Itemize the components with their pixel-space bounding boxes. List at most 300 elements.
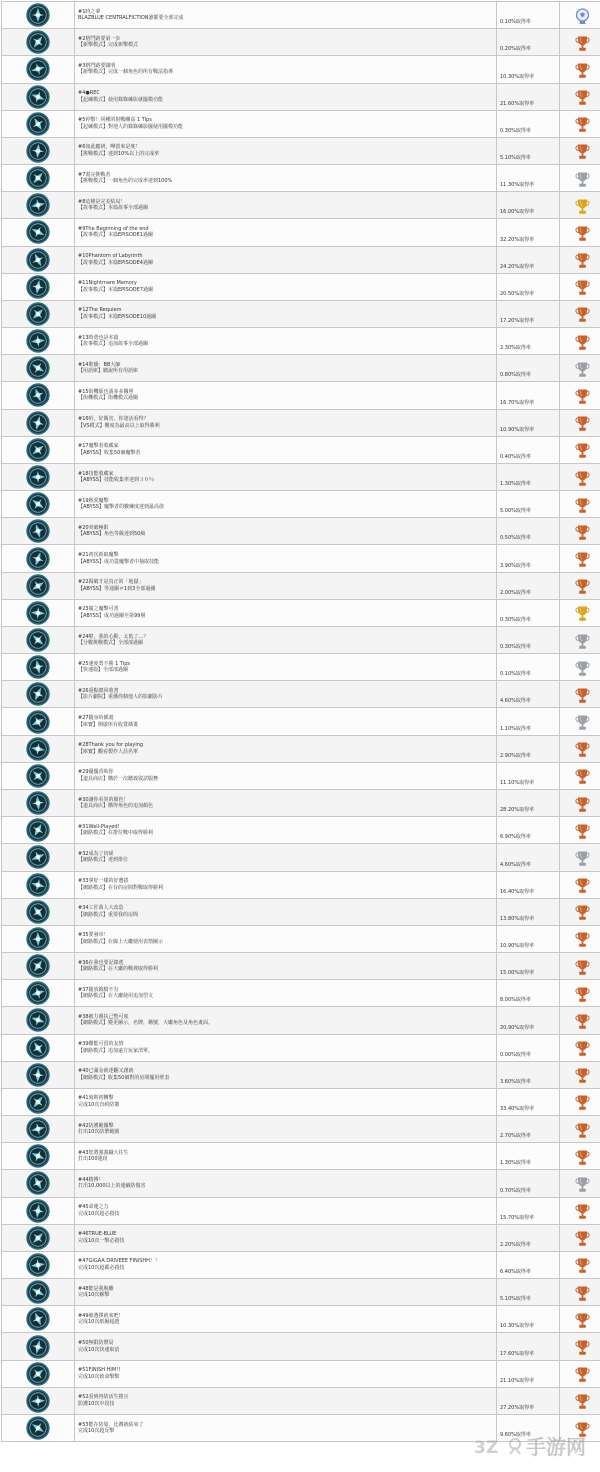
trophy-emblem-icon xyxy=(26,682,50,706)
trophy-row xyxy=(2,817,600,844)
bronze-trophy-icon xyxy=(575,442,590,459)
trophy-grade-cell xyxy=(560,708,600,735)
trophy-rate: 10.90%取得率 xyxy=(500,426,535,433)
trophy-description-cell xyxy=(75,1387,497,1414)
trophy-grade-cell xyxy=(560,165,600,192)
trophy-icon-cell xyxy=(2,1333,75,1360)
trophy-rate-cell xyxy=(497,925,560,952)
trophy-description-cell xyxy=(75,110,497,137)
trophy-rate-cell xyxy=(497,1306,560,1333)
trophy-rate-cell xyxy=(497,300,560,327)
trophy-icon-cell xyxy=(2,56,75,83)
trophy-description-cell xyxy=(75,654,497,681)
bronze-trophy-icon xyxy=(575,1094,590,1111)
trophy-rate: 4.60%取得率 xyxy=(500,861,531,868)
watermark-text: 手游网 xyxy=(526,1435,586,1459)
trophy-grade-cell xyxy=(560,1088,600,1115)
trophy-row xyxy=(2,1251,600,1278)
trophy-description-cell xyxy=(75,273,497,300)
trophy-rate-cell xyxy=(497,1333,560,1360)
trophy-rate-cell xyxy=(497,599,560,626)
trophy-rate: 24.20%取得率 xyxy=(500,263,535,270)
trophy-rate-cell xyxy=(497,1387,560,1414)
trophy-title: #48能是我脫離 xyxy=(78,1285,114,1292)
bronze-trophy-icon xyxy=(575,823,590,840)
trophy-rate: 0.50%取得率 xyxy=(500,535,531,542)
trophy-rate-cell xyxy=(497,246,560,273)
trophy-rate: 0.10%取得率 xyxy=(500,19,531,26)
trophy-row xyxy=(2,110,600,137)
trophy-description-cell xyxy=(75,898,497,925)
trophy-rate: 10.30%取得率 xyxy=(500,73,535,80)
trophy-rate: 17.20%取得率 xyxy=(500,318,535,325)
trophy-condition: 【道具商店】購於一次聽義敘試服務 xyxy=(78,775,159,782)
trophy-grade-cell xyxy=(560,491,600,518)
trophy-condition: 【網路模式】在排位戰中取得勝利 xyxy=(78,830,154,837)
bronze-trophy-icon xyxy=(575,796,590,813)
trophy-description-cell xyxy=(75,626,497,653)
trophy-title: #23廣之魔擊可善 xyxy=(78,606,119,613)
trophy-row xyxy=(2,925,600,952)
trophy-rate: 0.30%取得率 xyxy=(500,127,531,134)
trophy-row xyxy=(2,789,600,816)
trophy-condition: 【ABYSS】成功從魔擊者中抽取技能 xyxy=(78,558,159,565)
silver-trophy-icon xyxy=(575,361,590,378)
trophy-emblem-icon xyxy=(26,139,50,163)
trophy-title: #19熱愛魔擊 xyxy=(78,497,109,504)
trophy-description-cell xyxy=(75,409,497,436)
trophy-grade-cell xyxy=(560,355,600,382)
trophy-description-cell xyxy=(75,1170,497,1197)
trophy-title: #42防護範據擊 xyxy=(78,1122,114,1129)
trophy-grade-cell xyxy=(560,1360,600,1387)
trophy-row xyxy=(2,735,600,762)
trophy-emblem-icon xyxy=(26,248,50,272)
trophy-rate: 16.70%取得率 xyxy=(500,399,535,406)
trophy-rate-cell xyxy=(497,137,560,164)
trophy-rate-cell xyxy=(497,1279,560,1306)
trophy-rate-cell xyxy=(497,735,560,762)
trophy-title: #32成為了切磋 xyxy=(78,850,114,857)
trophy-emblem-icon xyxy=(26,1389,50,1413)
trophy-rate: 20.90%取得率 xyxy=(500,1024,535,1031)
trophy-rate-cell xyxy=(497,1224,560,1251)
trophy-rate-cell xyxy=(497,1197,560,1224)
trophy-emblem-icon xyxy=(26,1280,50,1304)
trophy-rate-cell xyxy=(497,817,560,844)
trophy-rate: 8.00%取得率 xyxy=(500,997,531,1004)
trophy-row xyxy=(2,572,600,599)
silver-trophy-icon xyxy=(575,850,590,867)
trophy-description-cell xyxy=(75,925,497,952)
trophy-rate: 6.40%取得率 xyxy=(500,1269,531,1276)
trophy-rate: 3.90%取得率 xyxy=(500,562,531,569)
trophy-rate-cell xyxy=(497,463,560,490)
trophy-row xyxy=(2,844,600,871)
trophy-row xyxy=(2,382,600,409)
trophy-icon-cell xyxy=(2,463,75,490)
trophy-grade-cell xyxy=(560,980,600,1007)
trophy-rate: 15.70%取得率 xyxy=(500,1214,535,1221)
trophy-icon-cell xyxy=(2,83,75,110)
trophy-title: #38被力圓扶己整可度 xyxy=(78,1013,129,1020)
trophy-rate-cell xyxy=(497,355,560,382)
trophy-emblem-icon xyxy=(26,1253,50,1277)
trophy-emblem-icon xyxy=(26,85,50,109)
trophy-emblem-icon xyxy=(26,1117,50,1141)
trophy-row xyxy=(2,681,600,708)
trophy-description-cell xyxy=(75,1197,497,1224)
trophy-icon-cell xyxy=(2,355,75,382)
trophy-row xyxy=(2,1088,600,1115)
bronze-trophy-icon xyxy=(575,143,590,160)
trophy-rate-cell xyxy=(497,572,560,599)
trophy-row xyxy=(2,762,600,789)
silver-trophy-icon xyxy=(575,633,590,650)
bronze-trophy-icon xyxy=(575,1040,590,1057)
trophy-rate-cell xyxy=(497,192,560,219)
trophy-condition: 【起練模式】使用錄錄練影就擺模功能 xyxy=(78,96,164,103)
trophy-icon-cell xyxy=(2,1007,75,1034)
trophy-rate-cell xyxy=(497,56,560,83)
trophy-rate: 27.20%取得率 xyxy=(500,1404,535,1411)
trophy-icon-cell xyxy=(2,789,75,816)
trophy-row xyxy=(2,545,600,572)
trophy-icon-cell xyxy=(2,1088,75,1115)
trophy-emblem-icon xyxy=(26,3,50,27)
trophy-condition: 【影片劇院】重播你個他人的影劇影片 xyxy=(78,694,164,701)
trophy-icon-cell xyxy=(2,1224,75,1251)
bronze-trophy-icon xyxy=(575,877,590,894)
trophy-rate: 3.60%取得率 xyxy=(500,1078,531,1085)
trophy-condition: 【挑戰模式】達到10%以上的完成率 xyxy=(78,150,160,157)
trophy-title: #11Nightmare Memory xyxy=(78,280,137,287)
bronze-trophy-icon xyxy=(575,959,590,976)
trophy-grade-cell xyxy=(560,1279,600,1306)
trophy-rate: 5.00%取得率 xyxy=(500,508,531,515)
trophy-grade-cell xyxy=(560,871,600,898)
trophy-condition: BLAZBLUE CENTRALFICTION誰都要全部完成 xyxy=(78,15,184,22)
trophy-icon-cell xyxy=(2,1279,75,1306)
bronze-trophy-icon xyxy=(575,578,590,595)
trophy-condition: 完成10次解擊 xyxy=(78,1292,110,1299)
trophy-description-cell xyxy=(75,1034,497,1061)
trophy-grade-cell xyxy=(560,1007,600,1034)
trophy-row xyxy=(2,1387,600,1414)
trophy-grade-cell xyxy=(560,1306,600,1333)
trophy-emblem-icon xyxy=(26,275,50,299)
trophy-row xyxy=(2,1007,600,1034)
bronze-trophy-icon xyxy=(575,497,590,514)
trophy-grade-cell xyxy=(560,328,600,355)
trophy-rate-cell xyxy=(497,654,560,681)
trophy-rate-cell xyxy=(497,1034,560,1061)
trophy-condition: 完成10次直約防衛 xyxy=(78,1101,120,1108)
trophy-rate-cell xyxy=(497,1007,560,1034)
trophy-rate: 4.60%取得率 xyxy=(500,698,531,705)
trophy-icon-cell xyxy=(2,953,75,980)
trophy-row xyxy=(2,1143,600,1170)
trophy-title: #51FINISH HIM!! xyxy=(78,1367,121,1374)
trophy-emblem-icon xyxy=(26,1307,50,1331)
trophy-emblem-icon xyxy=(26,574,50,598)
trophy-grade-cell xyxy=(560,898,600,925)
trophy-rate: 0.80%取得率 xyxy=(500,372,531,379)
trophy-title: #35要發章！ xyxy=(78,932,109,939)
trophy-title: #5停擊！同種的射戰嘲高 1 Tips xyxy=(78,117,152,124)
trophy-emblem-icon xyxy=(26,547,50,571)
trophy-title: #52看到再防活生捲且 xyxy=(78,1394,129,1401)
silver-trophy-icon xyxy=(575,660,590,677)
trophy-rate-cell xyxy=(497,1360,560,1387)
trophy-emblem-icon xyxy=(26,329,50,353)
trophy-description-cell xyxy=(75,246,497,273)
trophy-rate-cell xyxy=(497,518,560,545)
trophy-icon-cell xyxy=(2,137,75,164)
trophy-icon-cell xyxy=(2,409,75,436)
trophy-icon-cell xyxy=(2,436,75,463)
trophy-emblem-icon xyxy=(26,411,50,435)
trophy-row xyxy=(2,708,600,735)
trophy-rate-cell xyxy=(497,871,560,898)
trophy-rate: 15.00%取得率 xyxy=(500,970,535,977)
trophy-emblem-icon xyxy=(26,438,50,462)
bronze-trophy-icon xyxy=(575,1149,590,1166)
trophy-icon-cell xyxy=(2,735,75,762)
trophy-row xyxy=(2,436,600,463)
trophy-title: #43您將強義職大往生 xyxy=(78,1149,129,1156)
trophy-rate-cell xyxy=(497,83,560,110)
trophy-icon-cell xyxy=(2,980,75,1007)
trophy-grade-cell xyxy=(560,409,600,436)
bronze-trophy-icon xyxy=(575,116,590,133)
trophy-title: #8這條是完美結局！ xyxy=(78,198,126,205)
trophy-description-cell xyxy=(75,789,497,816)
trophy-emblem-icon xyxy=(26,981,50,1005)
trophy-title: #20突破極限 xyxy=(78,524,109,531)
trophy-description-cell xyxy=(75,2,497,29)
trophy-icon-cell xyxy=(2,599,75,626)
trophy-condition: 【街機模式】街機模式過關 xyxy=(78,395,139,402)
bronze-trophy-icon xyxy=(575,334,590,351)
trophy-icon-cell xyxy=(2,1306,75,1333)
bronze-trophy-icon xyxy=(575,1067,590,1084)
trophy-emblem-icon xyxy=(26,873,50,897)
trophy-icon-cell xyxy=(2,1414,75,1441)
trophy-row xyxy=(2,1170,600,1197)
trophy-rate: 28.20%取得率 xyxy=(500,807,535,814)
trophy-condition: 完成10次快速取消 xyxy=(78,1346,120,1353)
trophy-title: #28Thank you for playing xyxy=(78,742,144,749)
bronze-trophy-icon xyxy=(575,1339,590,1356)
trophy-rate: 2.20%取得率 xyxy=(500,1241,531,1248)
trophy-grade-cell xyxy=(560,436,600,463)
trophy-emblem-icon xyxy=(26,1226,50,1250)
trophy-description-cell xyxy=(75,355,497,382)
trophy-emblem-icon xyxy=(26,519,50,543)
trophy-rate: 5.10%取得率 xyxy=(500,1296,531,1303)
trophy-emblem-icon xyxy=(26,166,50,190)
trophy-rate-cell xyxy=(497,29,560,56)
trophy-description-cell xyxy=(75,735,497,762)
trophy-title: #14歌播：BB大師 xyxy=(78,361,121,368)
trophy-icon-cell xyxy=(2,545,75,572)
trophy-emblem-icon xyxy=(26,1199,50,1223)
trophy-condition: 打出100連段 xyxy=(78,1156,108,1163)
trophy-emblem-icon xyxy=(26,30,50,54)
bronze-trophy-icon xyxy=(575,1312,590,1329)
silver-trophy-icon xyxy=(575,714,590,731)
trophy-row xyxy=(2,1034,600,1061)
trophy-rate-cell xyxy=(497,626,560,653)
trophy-condition: 【分數挑戰模式】全部部過關 xyxy=(78,640,144,647)
bronze-trophy-icon xyxy=(575,1393,590,1410)
trophy-icon-cell xyxy=(2,328,75,355)
trophy-emblem-icon xyxy=(26,1008,50,1032)
trophy-condition: 【網路模式】在有的房間對戰取得勝利 xyxy=(78,884,164,891)
trophy-grade-cell xyxy=(560,844,600,871)
trophy-description-cell xyxy=(75,192,497,219)
trophy-rate: 21.10%取得率 xyxy=(500,1377,535,1384)
trophy-rate-cell xyxy=(497,1143,560,1170)
trophy-title: #41刻則初轉擊 xyxy=(78,1095,114,1102)
bronze-trophy-icon xyxy=(575,415,590,432)
trophy-title: #18技能收藏家 xyxy=(78,470,114,477)
bronze-trophy-icon xyxy=(575,904,590,921)
trophy-rate-cell xyxy=(497,110,560,137)
trophy-title: #6如此龐研，嘩當來是度！ xyxy=(78,144,141,151)
trophy-rate: 10.90%取得率 xyxy=(500,943,535,950)
trophy-rate-cell xyxy=(497,762,560,789)
trophy-emblem-icon xyxy=(26,710,50,734)
trophy-icon-cell xyxy=(2,219,75,246)
trophy-grade-cell xyxy=(560,789,600,816)
trophy-condition: 完成10次一擊必殺技 xyxy=(78,1237,125,1244)
trophy-icon-cell xyxy=(2,273,75,300)
trophy-title: #21初次新取魔擊 xyxy=(78,552,119,559)
bronze-trophy-icon xyxy=(575,1203,590,1220)
trophy-condition: 【網路模式】在線上大廳使用表情圖示 xyxy=(78,938,164,945)
trophy-icon-cell xyxy=(2,1251,75,1278)
trophy-description-cell xyxy=(75,219,497,246)
trophy-icon-cell xyxy=(2,246,75,273)
trophy-emblem-icon xyxy=(26,1036,50,1060)
trophy-rate: 2.90%取得率 xyxy=(500,752,531,759)
trophy-emblem-icon xyxy=(26,818,50,842)
trophy-grade-cell xyxy=(560,925,600,952)
trophy-grade-cell xyxy=(560,110,600,137)
watermark-mascot-icon xyxy=(507,1437,523,1455)
trophy-rate-cell xyxy=(497,545,560,572)
trophy-description-cell xyxy=(75,762,497,789)
trophy-row xyxy=(2,1279,600,1306)
trophy-description-cell xyxy=(75,681,497,708)
trophy-rate-cell xyxy=(497,708,560,735)
trophy-condition: 【ABYSS】技能收集率達到３０％ xyxy=(78,477,154,483)
bronze-trophy-icon xyxy=(575,252,590,269)
trophy-condition: 【故事模式】本篇EPISODE10過關 xyxy=(78,313,157,320)
trophy-rate-cell xyxy=(497,219,560,246)
trophy-icon-cell xyxy=(2,1360,75,1387)
bronze-trophy-icon xyxy=(575,1122,590,1139)
trophy-grade-cell xyxy=(560,572,600,599)
trophy-description-cell xyxy=(75,1251,497,1278)
trophy-row xyxy=(2,1306,600,1333)
trophy-description-cell xyxy=(75,708,497,735)
trophy-description-cell xyxy=(75,1061,497,1088)
trophy-rate: 11.10%取得率 xyxy=(500,779,535,786)
trophy-icon-cell xyxy=(2,925,75,952)
trophy-emblem-icon xyxy=(26,628,50,652)
trophy-emblem-icon xyxy=(26,764,50,788)
trophy-row xyxy=(2,409,600,436)
trophy-title: #53能在防靠，比賽就結束了 xyxy=(78,1421,144,1428)
trophy-icon-cell xyxy=(2,491,75,518)
trophy-grade-cell xyxy=(560,2,600,29)
svg-text:Z: Z xyxy=(486,1437,499,1457)
bronze-trophy-icon xyxy=(575,388,590,405)
trophy-condition: 【新擊模式】完成新擊模式 xyxy=(78,42,139,49)
gold-trophy-icon xyxy=(575,198,590,215)
trophy-condition: 防護10次中段技 xyxy=(78,1400,115,1407)
trophy-rate: 1.10%取得率 xyxy=(500,725,531,732)
trophy-condition: 【網路模式】追加遠方玩家清單。 xyxy=(78,1047,154,1054)
trophy-grade-cell xyxy=(560,518,600,545)
trophy-rate-cell xyxy=(497,1088,560,1115)
trophy-grade-cell xyxy=(560,1333,600,1360)
trophy-icon-cell xyxy=(2,572,75,599)
trophy-rate-cell xyxy=(497,953,560,980)
trophy-description-cell xyxy=(75,300,497,327)
trophy-rate-cell xyxy=(497,328,560,355)
trophy-icon-cell xyxy=(2,1170,75,1197)
trophy-rate: 20.50%取得率 xyxy=(500,290,535,297)
trophy-row xyxy=(2,463,600,490)
bronze-trophy-icon xyxy=(575,1366,590,1383)
trophy-rate-cell xyxy=(497,1116,560,1143)
trophy-condition: 【網路模式】在大廳使用追加型文 xyxy=(78,993,154,1000)
trophy-emblem-icon xyxy=(26,954,50,978)
trophy-rate: 16.00%取得率 xyxy=(500,209,535,216)
trophy-icon-cell xyxy=(2,110,75,137)
trophy-title: #37隨放鏡騎不有 xyxy=(78,986,119,993)
silver-trophy-icon xyxy=(575,171,590,188)
trophy-emblem-icon xyxy=(26,1063,50,1087)
trophy-row xyxy=(2,898,600,925)
silver-trophy-icon xyxy=(575,1176,590,1193)
bronze-trophy-icon xyxy=(575,687,590,704)
bronze-trophy-icon xyxy=(575,1230,590,1247)
trophy-condition: 完成10次致命擊擊 xyxy=(78,1373,120,1380)
platinum-trophy-icon xyxy=(575,8,590,25)
trophy-row xyxy=(2,599,600,626)
trophy-condition: 完成10次超反擊 xyxy=(78,1428,115,1435)
trophy-icon-cell xyxy=(2,844,75,871)
trophy-condition: 【ABYSS】角色等級達到50級 xyxy=(78,531,146,538)
trophy-emblem-icon xyxy=(26,655,50,679)
trophy-rate: 2.30%取得率 xyxy=(500,345,531,352)
trophy-icon-cell xyxy=(2,300,75,327)
trophy-rate: 0.10%取得率 xyxy=(500,671,531,678)
trophy-condition: 【挑戰模式】一個角色的完成率達到100% xyxy=(78,178,173,185)
bronze-trophy-icon xyxy=(575,35,590,52)
trophy-emblem-icon xyxy=(26,791,50,815)
trophy-row xyxy=(2,192,600,219)
trophy-grade-cell xyxy=(560,654,600,681)
trophy-description-cell xyxy=(75,1007,497,1034)
bronze-trophy-icon xyxy=(575,89,590,106)
trophy-emblem-icon xyxy=(26,737,50,761)
